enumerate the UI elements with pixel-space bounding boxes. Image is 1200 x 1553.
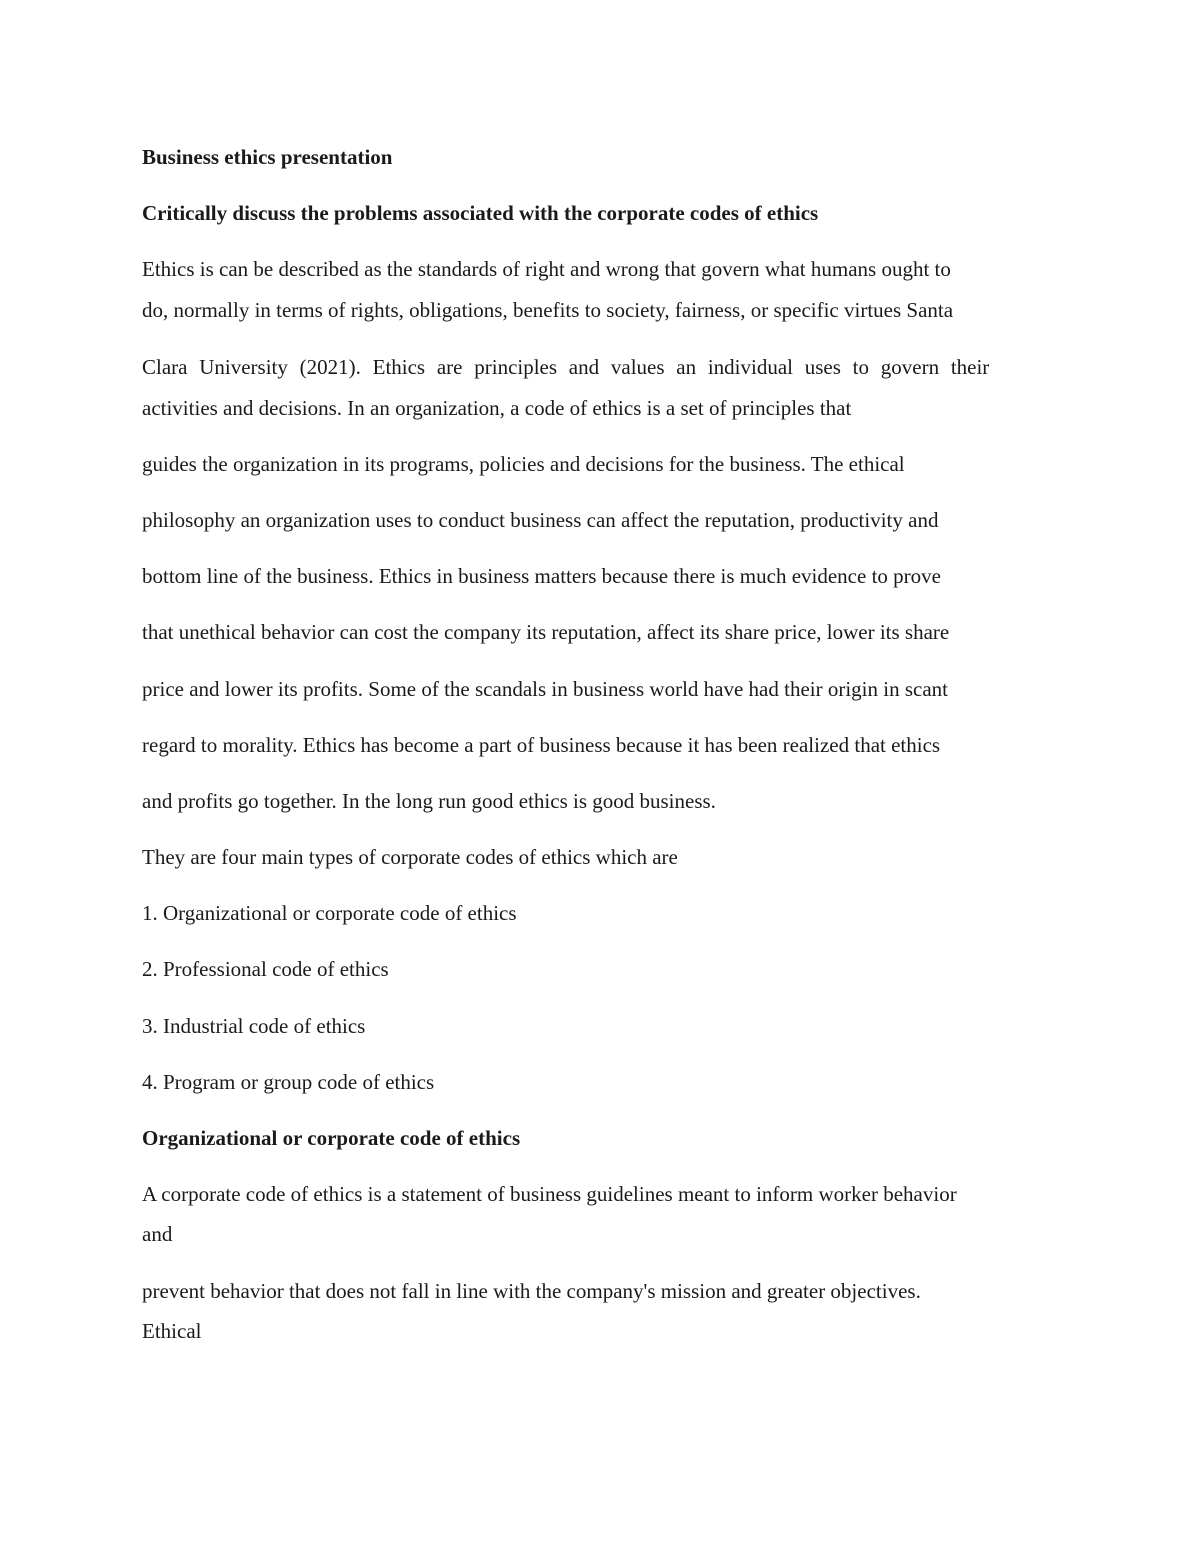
list-item: 1. Organizational or corporate code of ethics: [142, 901, 517, 925]
list-item: 2. Professional code of ethics: [142, 957, 389, 981]
document-heading: Critically discuss the problems associated with the corporate codes of ethics: [142, 201, 819, 225]
paragraph-line: that unethical behavior can cost the company its reputation, affect its share price, lower its share: [142, 620, 950, 644]
paragraph-line: and: [142, 1222, 173, 1246]
list-item: 4. Program or group code of ethics: [142, 1070, 435, 1094]
paragraph-line: and profits go together. In the long run good ethics is good business.: [142, 789, 716, 813]
list-item: 3. Industrial code of ethics: [142, 1014, 366, 1038]
paragraph-line: price and lower its profits. Some of the scandals in business world have had their origin in scant: [142, 677, 948, 701]
paragraph-line: A corporate code of ethics is a statement of business guidelines meant to inform worker behavior: [142, 1182, 957, 1206]
paragraph-line: regard to morality. Ethics has become a part of business because it has been realized that ethics: [142, 733, 941, 757]
paragraph-line: philosophy an organization uses to conduct business can affect the reputation, productivity and: [142, 508, 939, 532]
paragraph-line: Clara University (2021). Ethics are principles and values an individual uses to govern their: [142, 355, 990, 379]
paragraph-line: guides the organization in its programs, policies and decisions for the business. The ethical: [142, 452, 905, 476]
paragraph-line: prevent behavior that does not fall in line with the company's mission and greater objectives.: [142, 1279, 921, 1303]
section-heading: Organizational or corporate code of ethics: [142, 1126, 521, 1150]
paragraph-line: Ethical: [142, 1319, 202, 1343]
list-intro: They are four main types of corporate codes of ethics which are: [142, 845, 678, 869]
document-title: Business ethics presentation: [142, 145, 393, 169]
paragraph-line: Ethics is can be described as the standards of right and wrong that govern what humans ought to: [142, 257, 951, 281]
paragraph-line: activities and decisions. In an organization, a code of ethics is a set of principles that: [142, 396, 852, 420]
paragraph-line: bottom line of the business. Ethics in business matters because there is much evidence to prove: [142, 564, 941, 588]
paragraph-line: do, normally in terms of rights, obligations, benefits to society, fairness, or specific virtues Santa: [142, 298, 954, 322]
